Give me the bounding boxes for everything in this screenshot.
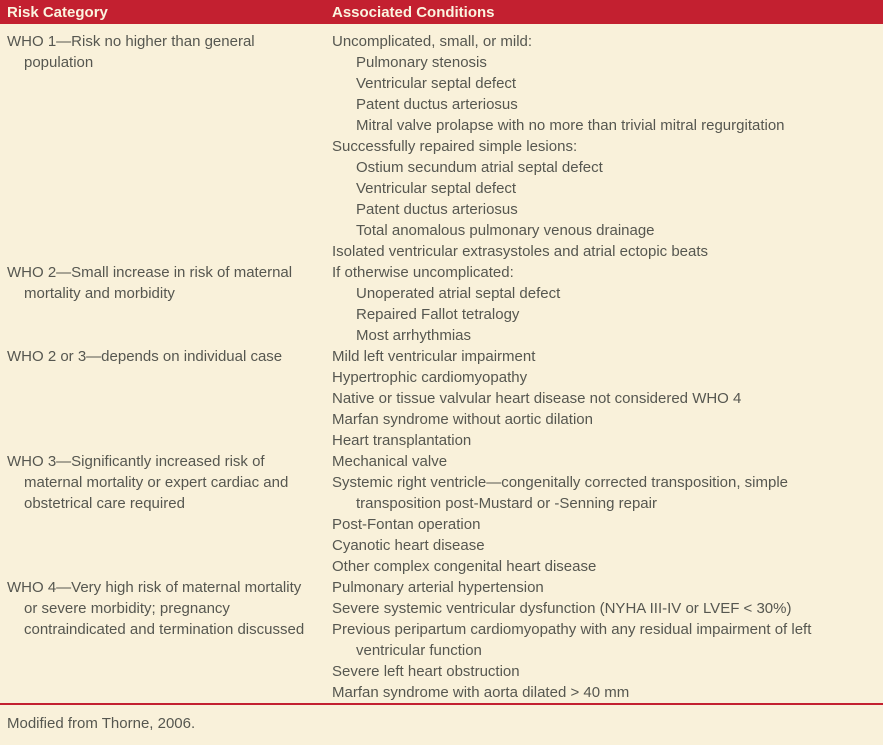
condition-line: Uncomplicated, small, or mild: (332, 33, 533, 50)
table-row (0, 262, 883, 346)
condition-line: Severe left heart obstruction (332, 663, 520, 680)
condition-line: Post-Fontan operation (332, 516, 481, 533)
risk-category-cell (0, 346, 332, 367)
condition-line: Pulmonary stenosis (356, 54, 487, 71)
condition-line: Repaired Fallot tetralogy (356, 306, 520, 323)
table-row (0, 31, 883, 262)
table-row (0, 577, 883, 703)
condition-line: Native or tissue valvular heart disease not considered WHO 4 (332, 390, 742, 407)
risk-category-text: WHO 4—Very high risk of maternal mortality or severe morbidity; pregnancy contraindicated and termination discussed (7, 579, 305, 638)
condition-line: Severe systemic ventricular dysfunction (NYHA III-IV or LVEF < 30%) (332, 600, 792, 617)
risk-category-text: WHO 2—Small increase in risk of maternal mortality and morbidity (7, 264, 293, 302)
column-header-associated-conditions: Associated Conditions (332, 3, 495, 21)
condition-line: Ventricular septal defect (356, 180, 517, 197)
risk-category-cell (0, 451, 332, 514)
condition-line: Mechanical valve (332, 453, 448, 470)
condition-line: Total anomalous pulmonary venous drainage (356, 222, 655, 239)
associated-conditions-cell (332, 451, 883, 577)
condition-line: If otherwise uncomplicated: (332, 264, 514, 281)
condition-line: Previous peripartum cardiomyopathy with any residual impairment of left ventricular function (332, 621, 812, 659)
condition-line: Successfully repaired simple lesions: (332, 138, 578, 155)
condition-line: Heart transplantation (332, 432, 472, 449)
condition-line: Marfan syndrome without aortic dilation (332, 411, 593, 428)
condition-line: Unoperated atrial septal defect (356, 285, 561, 302)
source-note: Modified from Thorne, 2006. (7, 715, 196, 732)
table-row (0, 346, 883, 451)
associated-conditions-cell (332, 346, 883, 451)
risk-category-cell (0, 31, 332, 73)
risk-category-text: WHO 3—Significantly increased risk of maternal mortality or expert cardiac and obstetrical care required (7, 453, 289, 512)
table-header-row (0, 0, 883, 24)
condition-line: Hypertrophic cardiomyopathy (332, 369, 528, 386)
condition-line: Other complex congenital heart disease (332, 558, 597, 575)
condition-line: Pulmonary arterial hypertension (332, 579, 544, 596)
risk-category-cell (0, 262, 332, 304)
column-header-risk-category: Risk Category (7, 3, 108, 21)
condition-line: Mild left ventricular impairment (332, 348, 536, 365)
associated-conditions-cell (332, 31, 883, 262)
associated-conditions-cell (332, 262, 883, 346)
risk-category-text: WHO 2 or 3—depends on individual case (7, 348, 283, 365)
condition-line: Isolated ventricular extrasystoles and atrial ectopic beats (332, 243, 709, 260)
condition-line: Ostium secundum atrial septal defect (356, 159, 603, 176)
condition-line: Patent ductus arteriosus (356, 96, 518, 113)
condition-line: Most arrhythmias (356, 327, 472, 344)
risk-category-cell (0, 577, 332, 640)
condition-line: Mitral valve prolapse with no more than trivial mitral regurgitation (356, 117, 785, 134)
condition-line: Patent ductus arteriosus (356, 201, 518, 218)
table-body (0, 24, 883, 703)
condition-line: Ventricular septal defect (356, 75, 517, 92)
condition-line: Systemic right ventricle—congenitally corrected transposition, simple transposition post-Mustard or -Senning repair (332, 474, 789, 512)
table-row (0, 451, 883, 577)
associated-conditions-cell (332, 577, 883, 703)
condition-line: Cyanotic heart disease (332, 537, 485, 554)
condition-line: Marfan syndrome with aorta dilated > 40 mm (332, 684, 630, 701)
risk-category-text: WHO 1—Risk no higher than general population (7, 33, 255, 71)
